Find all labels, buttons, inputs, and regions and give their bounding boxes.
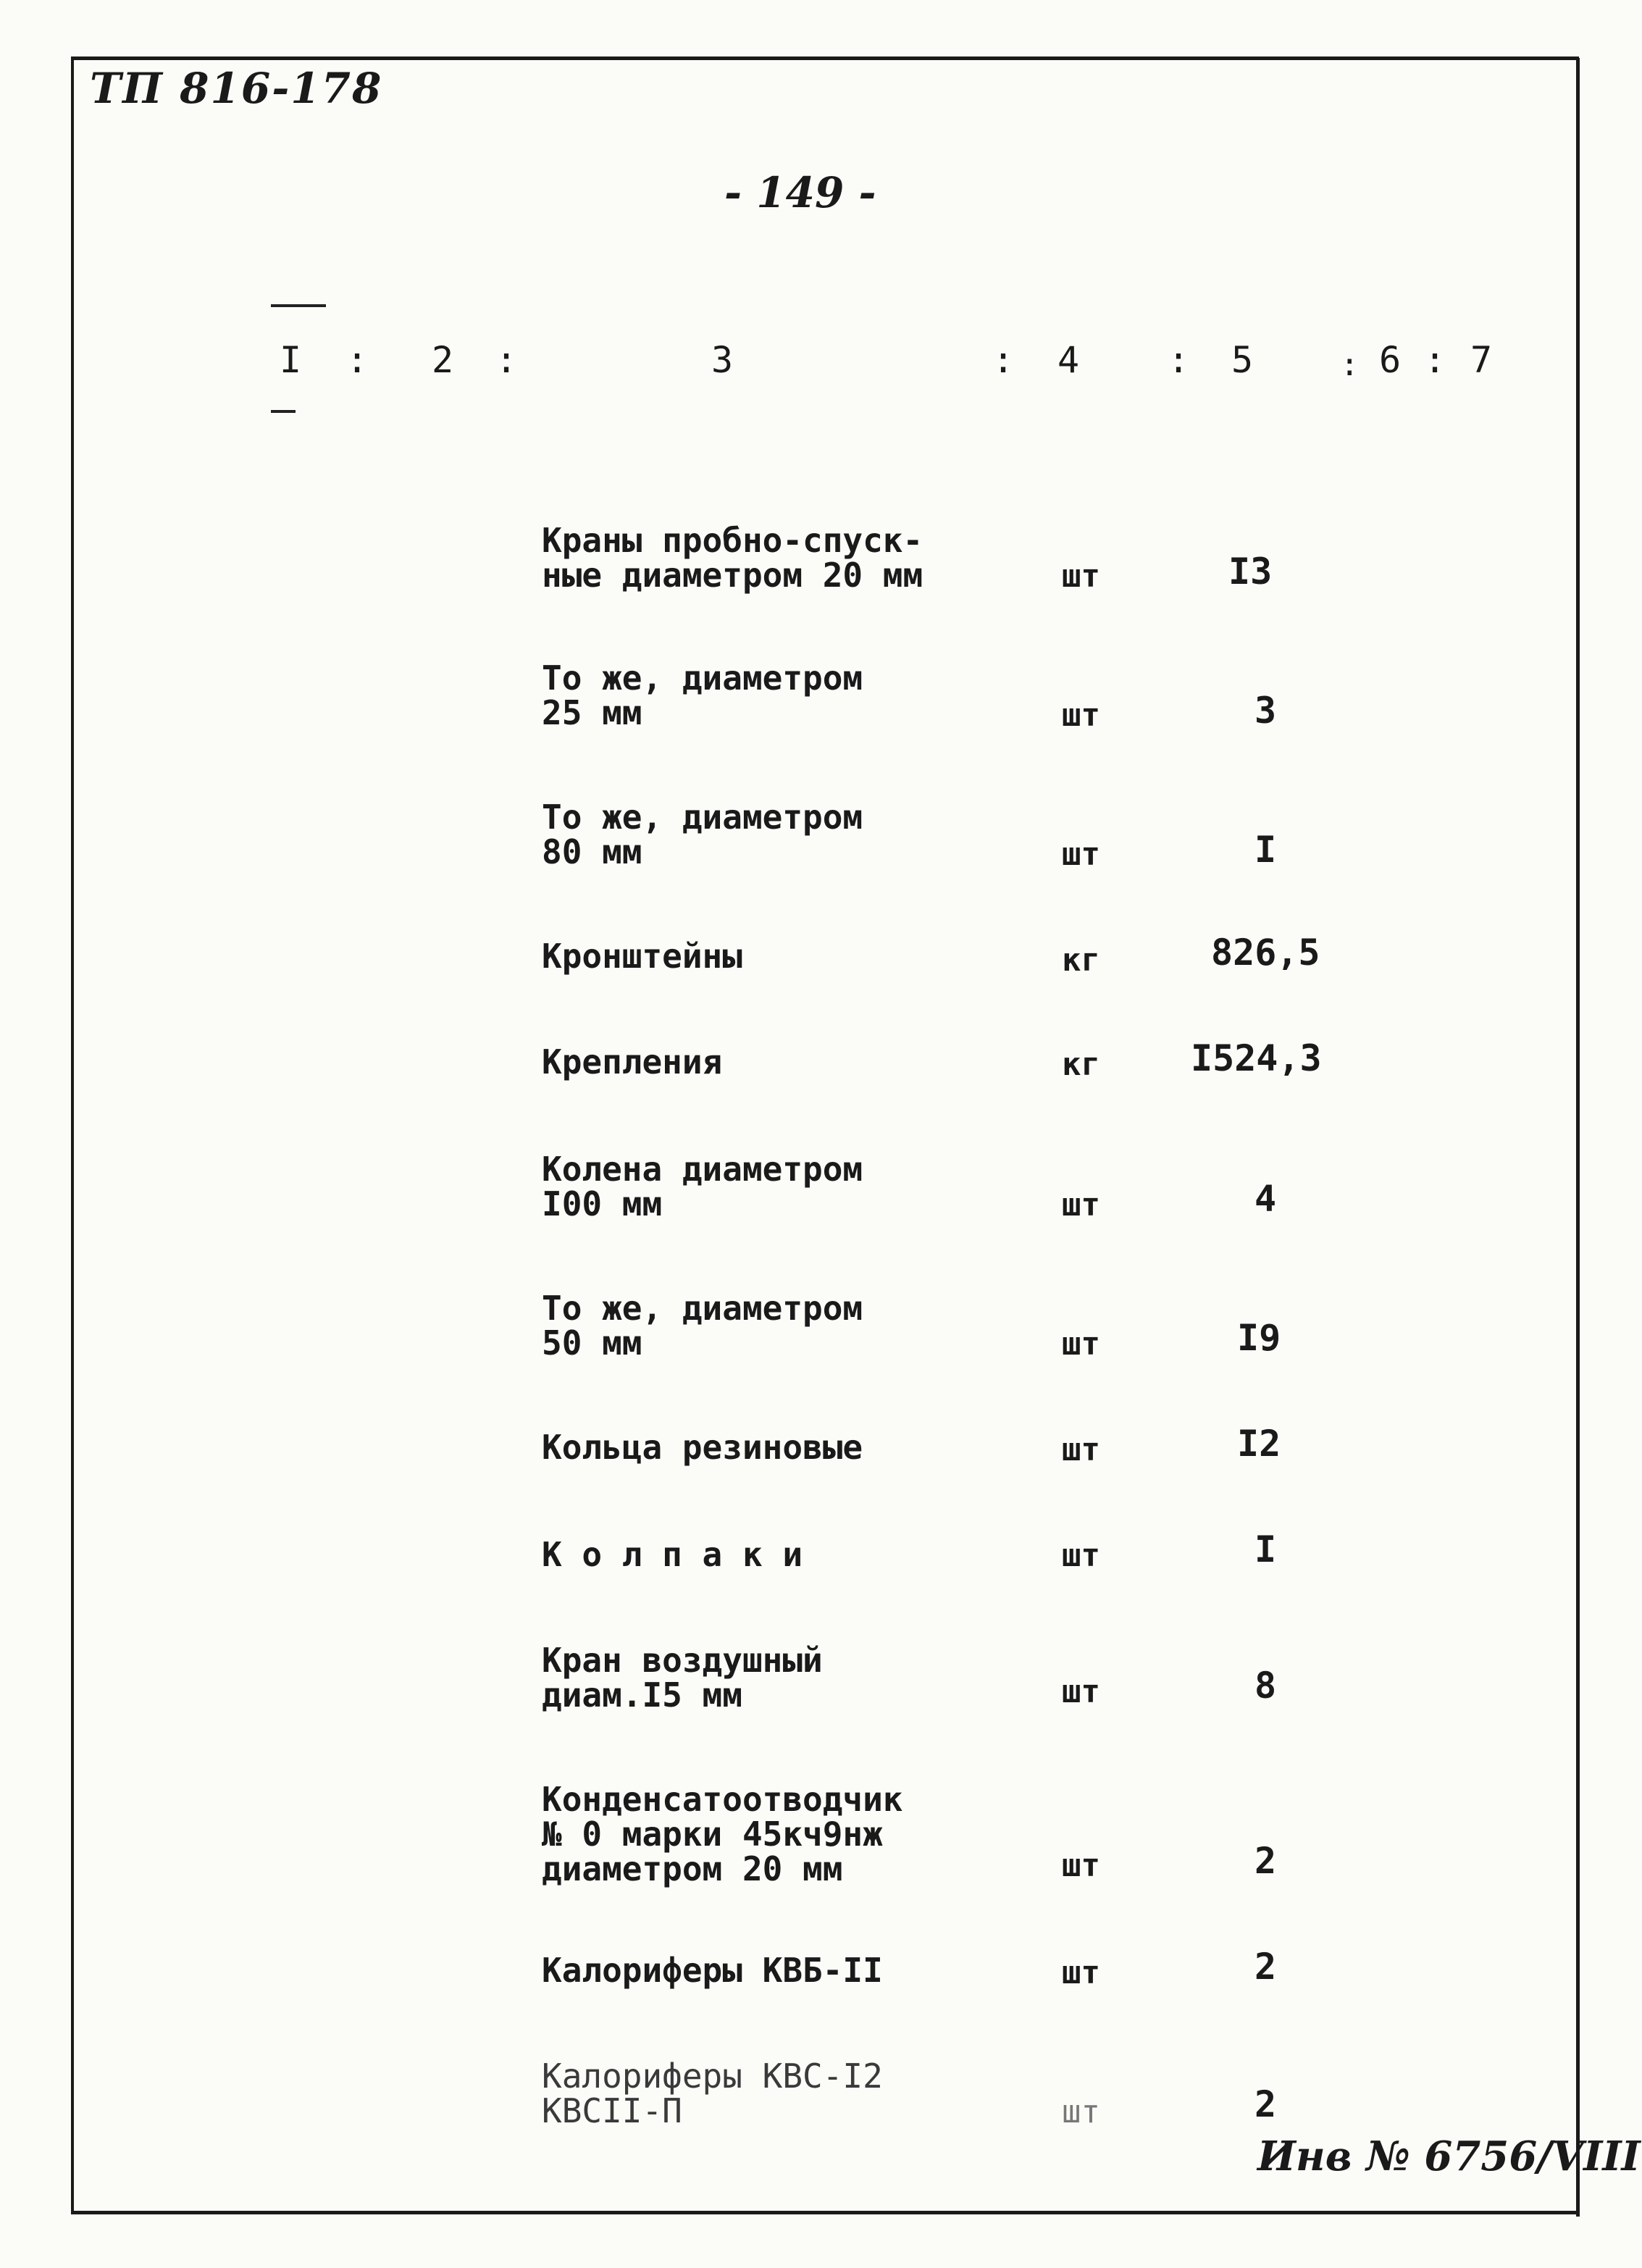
item-unit: шт [1062,1537,1100,1574]
item-name: То же, диаметром 25 мм [542,658,863,732]
header-col-1: I [280,339,302,381]
inventory-stamp: Инв № 6756/VIII [1257,2133,1641,2180]
page-number: - 149 - [724,168,876,217]
header-col-5: 5 [1231,339,1254,381]
item-name: Конденсатоотводчик № 0 марки 45кч9нж диаметром 20 мм [542,1780,903,1888]
item-qty: I3 [1228,551,1273,593]
item-qty: 4 [1254,1178,1277,1220]
item-name: Кронштейны [542,937,742,976]
header-col-7: 7 [1470,339,1493,381]
header-col-2: 2 [432,339,454,381]
item-name: Колена диаметром I00 мм [542,1150,863,1223]
header-sep-3: : [992,339,1015,381]
item-unit: шт [1062,697,1100,734]
item-qty: I [1254,1528,1277,1570]
item-unit: шт [1062,1326,1100,1363]
item-unit: шт [1062,1847,1100,1884]
item-qty: 2 [1254,1946,1277,1988]
document-code: ТП 816-178 [90,64,383,113]
item-name: К о л п а к и [542,1535,803,1574]
item-qty: 3 [1254,690,1277,732]
item-unit: шт [1062,836,1100,873]
header-sep-1: : [346,339,369,381]
header-col-3: 3 [711,339,734,381]
header-col-6: 6 [1379,339,1402,381]
item-name: Кольца резиновые [542,1428,863,1467]
header-mark-top [271,304,326,307]
item-name: Калориферы КВС-I2 КВСII-П [542,2056,883,2130]
frame-left-line [71,57,74,2214]
header-mark-bottom [271,410,296,413]
item-unit: шт [1062,558,1100,595]
item-unit: шт [1062,1673,1100,1710]
item-qty: I [1254,829,1277,871]
frame-right-line [1576,58,1580,2217]
header-col-4: 4 [1057,339,1080,381]
frame-top-line [72,57,1579,60]
item-unit: шт [1062,1954,1100,1991]
item-name: Крепления [542,1042,723,1081]
item-qty: I524,3 [1191,1037,1322,1079]
item-unit: шт [1062,1187,1100,1223]
item-name: То же, диаметром 80 мм [542,798,863,871]
header-sep-5: : [1340,346,1360,383]
item-unit: шт [1062,1431,1100,1468]
frame-bottom-line [71,2211,1579,2214]
header-sep-6: : [1424,339,1446,381]
header-sep-4: : [1168,339,1190,381]
item-name: Калориферы КВБ-II [542,1951,883,1990]
item-unit: шт [1062,2093,1100,2130]
item-qty: 8 [1254,1665,1277,1707]
item-name: То же, диаметром 50 мм [542,1289,863,1363]
item-qty: 2 [1254,2083,1277,2125]
item-name: Краны пробно-спуск- ные диаметром 20 мм [542,521,923,595]
item-qty: I9 [1237,1317,1281,1359]
item-unit: кг [1062,942,1100,979]
item-qty: I2 [1237,1423,1281,1465]
item-name: Кран воздушный диам.I5 мм [542,1641,823,1715]
header-sep-2: : [495,339,518,381]
item-qty: 826,5 [1211,932,1320,974]
item-qty: 2 [1254,1840,1277,1882]
item-unit: кг [1062,1046,1100,1083]
